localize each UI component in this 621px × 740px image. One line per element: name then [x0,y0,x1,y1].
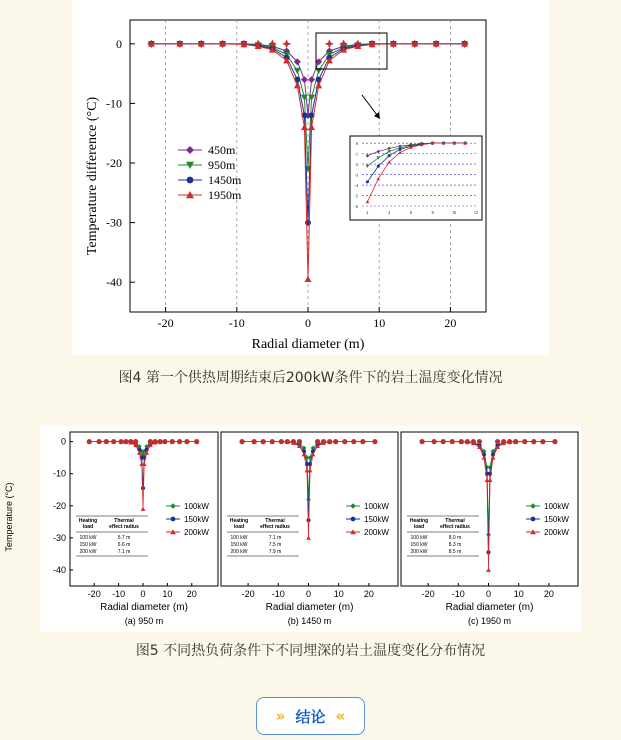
legend-label: 100kW [544,502,569,511]
data-point [301,76,308,83]
x-tick-label: 0 [305,316,311,330]
legend-label: 950m [208,158,236,172]
data-point [432,439,437,444]
y-axis-label: Temperature (°C) [4,482,14,552]
data-point [488,478,493,482]
inset-data-point [388,154,391,157]
table-cell: 8.5 m [448,549,462,555]
figure-5-caption: 图5 不同热负荷条件下不同埋深的岩土温度变化分布情况 [135,643,486,659]
inset-data-point [366,180,369,183]
series-line-150kW [242,442,375,521]
data-point [305,220,311,226]
x-tick-label: 10 [162,589,173,599]
x-tick-label: 0 [485,589,492,599]
y-tick-label: -40 [106,275,122,290]
table-header: Thermal [114,518,134,524]
data-point [308,124,315,130]
y-tick-label: -30 [106,215,122,230]
data-point [522,439,527,444]
conclusion-label: 结论 [295,707,326,726]
data-point [513,439,518,444]
data-point [239,439,244,444]
y-tick-label: -10 [52,468,66,479]
panel-label: (c) 1950 m [467,616,512,626]
legend-label: 200kW [544,528,569,537]
x-tick-label: -10 [451,589,465,599]
figure-5-chart [4,426,581,632]
data-point [491,455,496,459]
data-point [141,507,146,511]
series-line-100kW [422,442,555,535]
table-header: Heating [229,518,249,524]
legend-label: 450m [208,143,236,157]
table-cell: 200 kW [79,549,97,555]
y-tick-label: 0 [60,436,66,447]
legend-label: 1450m [208,173,242,187]
data-point [306,535,311,539]
x-tick-label: -20 [87,589,101,599]
data-point [294,68,301,74]
inset-x-tick-label: 2 [366,210,369,215]
data-point [133,439,138,444]
data-point [301,124,308,130]
table-header: Heating [78,518,98,524]
inset-data-point [398,148,401,151]
inset-data-point [377,165,380,168]
x-tick-label: 10 [373,316,386,330]
inset-x-tick-label: 10 [452,210,457,215]
x-tick-label: 0 [140,589,146,599]
legend-marker [530,503,536,509]
data-point [419,439,424,444]
x-tick-label: 20 [444,316,457,330]
data-point [495,439,500,444]
legend-label: 150kW [364,515,389,524]
legend-marker [350,503,356,509]
data-point [477,439,482,444]
x-axis-label: Radial diameter (m) [100,602,188,613]
inset-y-tick-label: -6 [354,204,358,209]
series-line-150kW [422,442,555,553]
x-tick-label: 20 [543,589,554,599]
data-point [252,439,257,444]
subplot-2 [401,432,578,626]
legend-marker [351,517,356,522]
subplot-0 [4,432,218,626]
data-point [96,439,101,444]
legend-label: 150kW [544,515,569,524]
inset-y-tick-label: 0 [356,141,358,147]
table-cell: 8.0 m [448,535,462,541]
data-point [507,439,512,444]
x-axis-label: Radial diameter (m) [265,602,354,613]
x-tick-label: 20 [363,589,374,599]
data-point [141,486,145,490]
data-point [157,439,162,444]
data-point [305,276,312,282]
table-cell: 6.6 m [117,542,131,548]
x-tick-label: 0 [305,589,312,599]
legend-label: 200kW [184,528,209,537]
x-tick-label: 20 [186,589,197,599]
legend-label: 150kW [184,515,209,524]
data-point [111,439,116,444]
data-point [321,439,326,444]
data-point [294,82,301,88]
y-axis-label: Temperature difference (°C) [85,96,100,256]
figure-4-panel [72,0,549,355]
data-point [540,439,545,444]
data-point [315,439,320,444]
data-point [482,455,487,459]
data-point [291,439,296,444]
series-line-100kW [242,442,375,500]
data-point [501,439,506,444]
legend-label: 1950m [208,188,242,202]
data-point [459,439,464,444]
panel-label: (a) 950 m [124,616,164,626]
data-point [270,439,275,444]
table-cell: 100 kW [230,535,248,541]
data-point [351,439,356,444]
data-point [184,439,189,444]
table-header: load [413,524,425,530]
table-cell: 7.9 m [268,549,282,555]
data-point [162,439,167,444]
inset-y-tick-label: -4 [354,183,358,189]
data-point [360,439,365,444]
data-point [128,439,133,444]
data-point [486,568,491,572]
inset-y-tick-label: -3 [354,172,358,178]
x-tick-label: -10 [271,589,285,599]
x-tick-label: -20 [421,589,435,599]
inset-y-tick-label: -1 [354,151,358,157]
data-point [342,439,347,444]
table-cell: 200 kW [410,549,428,555]
data-point [315,82,322,88]
table-cell: 150 kW [79,542,97,548]
data-point [87,439,92,444]
y-tick-label: -10 [106,96,122,111]
table-header: effect radius [260,524,290,530]
conclusion-button[interactable] [256,697,365,735]
x-tick-label: -20 [241,589,255,599]
data-point [285,439,290,444]
data-point [197,39,206,48]
table-cell: 100 kW [79,535,97,541]
table-header: Heating [409,518,429,524]
legend-label: 100kW [364,502,389,511]
data-point [327,439,332,444]
table-cell: 7.1 m [268,535,282,541]
table-cell: 5.7 m [117,535,131,541]
x-tick-label: -10 [112,589,126,599]
data-point [194,439,199,444]
table-header: Thermal [265,518,285,524]
x-tick-label: 10 [513,589,524,599]
table-cell: 8.3 m [448,542,462,548]
zoom-arrow [362,95,377,115]
data-point [104,439,109,444]
data-point [460,39,469,48]
data-point [218,39,227,48]
data-point [531,439,536,444]
legend-label: 200kW [364,528,389,537]
legend [178,143,242,202]
table-header: effect radius [440,524,470,530]
table-header: load [82,524,94,530]
legend-marker [171,517,176,522]
legend-label: 100kW [184,502,209,511]
double-chevron-right-icon: » [275,707,286,725]
legend-marker [170,503,176,509]
figure-5-panel [4,426,581,632]
data-point [153,439,158,444]
table-header: load [233,524,245,530]
inset-y-tick-label: -2 [354,162,358,168]
inset-x-tick-label: 8 [431,210,434,215]
table-cell: 200 kW [230,549,248,555]
y-tick-label: 0 [116,36,122,51]
figure-4-caption: 图4 第一个供热周期结束后200kW条件下的岩土温度变化情况 [118,370,503,386]
data-point [261,439,266,444]
x-axis-label: Radial diameter (m) [445,602,534,613]
data-point [279,439,284,444]
y-tick-label: -40 [52,564,66,575]
data-point [372,439,377,444]
y-tick-label: -20 [52,500,66,511]
arrow-head [374,112,380,119]
data-point [177,439,182,444]
data-point [450,439,455,444]
data-point [333,439,338,444]
table-cell: 7.5 m [268,542,282,548]
data-point [441,439,446,444]
legend-marker [186,146,194,154]
y-tick-label: -30 [52,532,66,543]
x-axis-label: Radial diameter (m) [251,337,365,352]
x-tick-label: -10 [228,316,245,330]
data-point [471,439,476,444]
inset-x-tick-label: 4 [388,210,391,215]
legend-marker [531,517,536,522]
x-tick-label: -20 [157,316,174,330]
x-tick-label: 10 [333,589,344,599]
data-point [175,39,184,48]
data-point [170,439,175,444]
inset-x-tick-label: 6 [409,210,412,215]
data-point [123,439,128,444]
table-header: Thermal [445,518,465,524]
y-tick-label: -20 [106,156,122,171]
legend-marker [187,177,194,184]
data-point [306,497,311,502]
table-cell: 7.1 m [117,549,131,555]
data-point [410,39,419,48]
data-point [297,439,302,444]
data-point [308,468,313,472]
data-point [465,439,470,444]
data-point [118,439,123,444]
table-cell: 150 kW [410,542,428,548]
data-point [552,439,557,444]
double-chevron-left-icon: « [335,707,346,725]
data-point [432,39,441,48]
inset-x-tick-label: 12 [474,210,478,215]
data-point [389,39,398,48]
table-cell: 100 kW [410,535,428,541]
subplot-1 [221,432,398,626]
data-point [282,39,291,48]
table-header: effect radius [109,524,139,530]
inset-y-tick-label: -5 [354,193,358,199]
panel-label: (b) 1450 m [287,616,332,626]
table-cell: 150 kW [230,542,248,548]
figure-4-chart [72,0,549,355]
data-point [148,439,153,444]
data-point [147,39,156,48]
data-point [325,39,334,48]
data-point [308,76,315,83]
